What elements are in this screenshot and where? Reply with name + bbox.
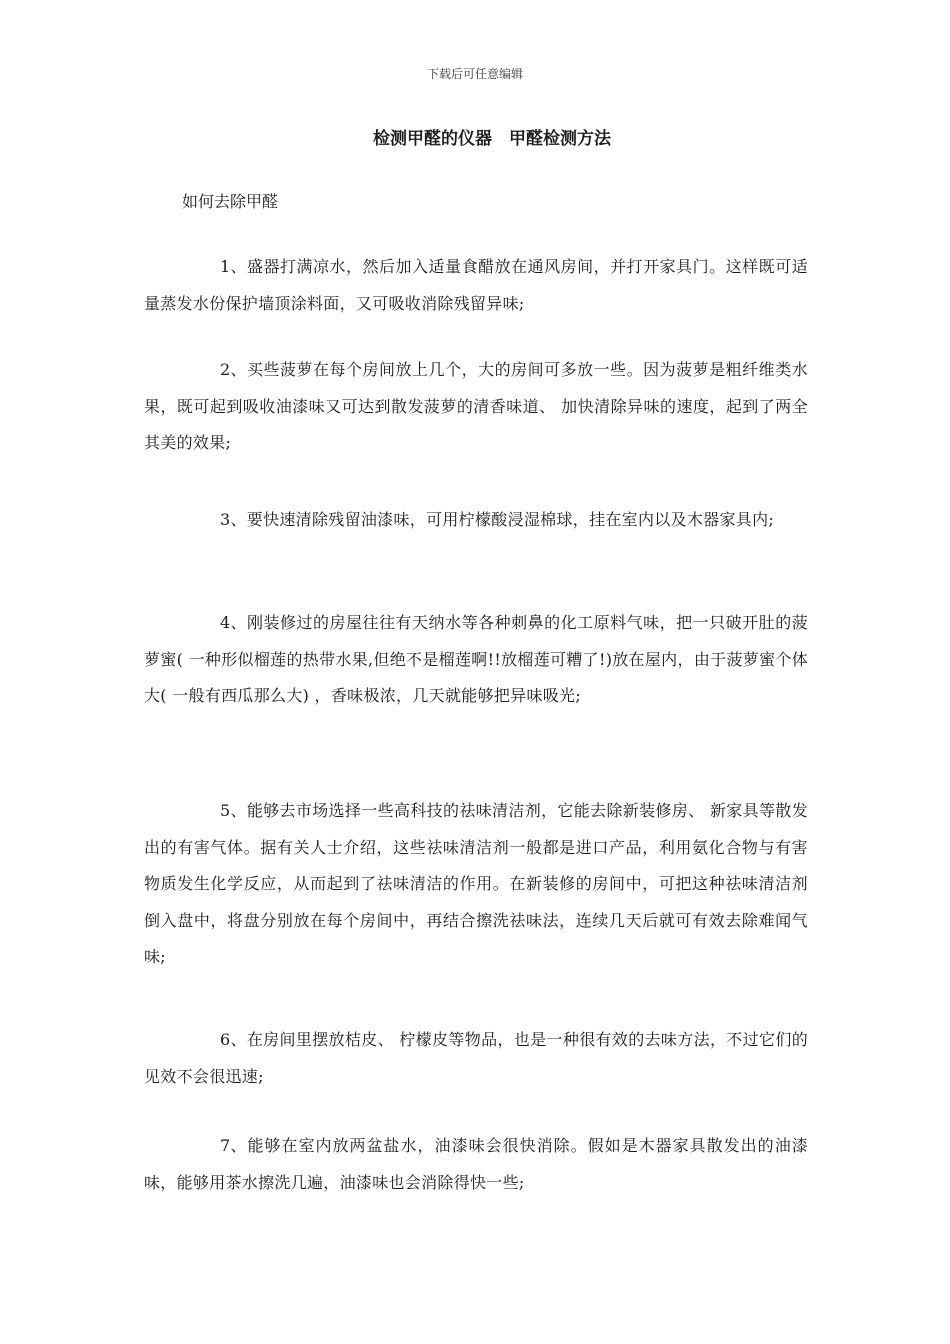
document-title: 检测甲醛的仪器 甲醛检测方法 <box>373 129 611 149</box>
item-number: 7、 <box>220 1136 247 1155</box>
list-item-1 <box>144 249 808 322</box>
item-text: 买些菠萝在每个房间放上几个，大的房间可多放一些。因为菠萝是粗纤维类水果，既可起到吸收油漆味又可达到散发菠萝的清香味道、 加快清除异味的速度，起到了两全其美的效果; <box>144 360 808 452</box>
list-item-7 <box>144 1128 808 1201</box>
list-item-3 <box>144 502 808 539</box>
item-text: 要快速清除残留油漆味，可用柠檬酸浸湿棉球，挂在室内以及木器家具内; <box>246 510 775 529</box>
item-number: 4、 <box>220 613 247 632</box>
list-item-5 <box>144 793 808 976</box>
item-text: 盛器打满凉水，然后加入适量食醋放在通风房间，并打开家具门。这样既可适量蒸发水份保护墙顶涂料面，又可吸收消除残留异味; <box>144 257 808 313</box>
list-item-4 <box>144 605 808 715</box>
item-text: 能够去市场选择一些高科技的祛味清洁剂，它能去除新装修房、 新家具等散发出的有害气体。据有关人士介绍，这些祛味清洁剂一般都是进口产品，利用氨化合物与有害物质发生化学反应，从而起到了祛味清洁的作用。在新装修的房间中，可把这种祛味清洁剂倒入盘中，将盘分别放在每个房间中，再结合擦洗祛味法，连续几天后就可有效去除难闻气味; <box>144 801 808 966</box>
list-item-2 <box>144 352 808 462</box>
list-item-6 <box>144 1022 808 1095</box>
item-number: 3、 <box>220 510 247 529</box>
item-number: 6、 <box>220 1030 247 1049</box>
header-note: 下载后可任意编辑 <box>426 67 523 81</box>
item-text: 能够在室内放两盆盐水，油漆味会很快消除。假如是木器家具散发出的油漆味，能够用茶水擦洗几遍，油漆味也会消除得快一些; <box>144 1136 808 1192</box>
item-number: 5、 <box>220 801 247 820</box>
item-number: 2、 <box>220 360 247 379</box>
item-text: 在房间里摆放桔皮、 柠檬皮等物品，也是一种很有效的去味方法，不过它们的见效不会很迅速; <box>144 1030 808 1086</box>
item-number: 1、 <box>220 257 247 276</box>
section-heading: 如何去除甲醛 <box>182 192 279 211</box>
item-text: 刚装修过的房屋往往有天纳水等各种刺鼻的化工原料气味，把一只破开肚的菠萝蜜( 一种形似榴莲的热带水果,但绝不是榴莲啊!!放榴莲可糟了!)放在屋内，由于菠萝蜜个体大( 一般有西瓜那么大) ，香味极浓，几天就能够把异味吸光; <box>144 613 808 705</box>
